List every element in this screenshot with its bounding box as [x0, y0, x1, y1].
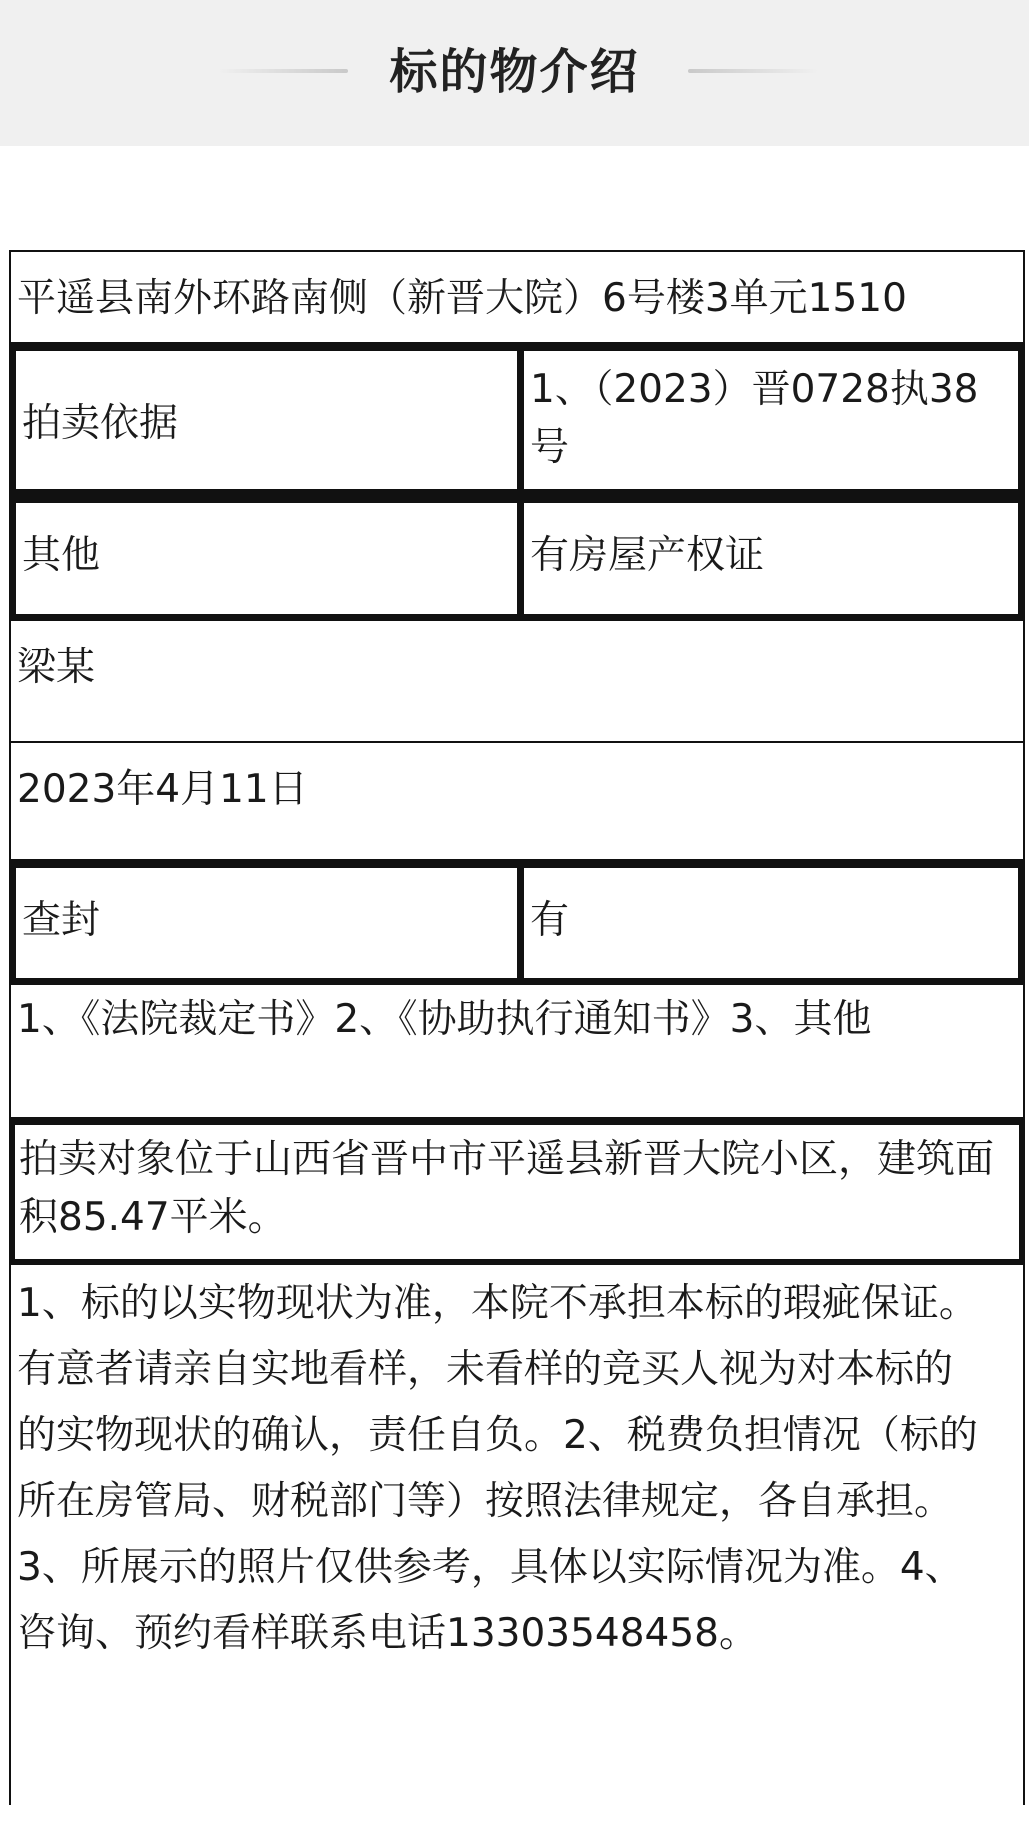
- address-value: 平遥县南外环路南侧（新晋大院）6号楼3单元1510: [17, 276, 907, 321]
- row-date: [11, 743, 1023, 861]
- row-seal: [9, 861, 1025, 985]
- notice-value: 1、标的以实物现状为准，本院不承担本标的瑕疵保证。有意者请亲自实地看样，未看样的竞买人视为对本标的的实物现状的确认，责任自负。2、税费负担情况（标的所在房管局、财税部门等）按照法律规定，各自承担。3、所展示的照片仅供参考，具体以实际情况为准。4、咨询、预约看样联系电话13303548458。: [17, 1281, 978, 1656]
- row-auction-basis: [9, 344, 1025, 496]
- auction-basis-label: 拍卖依据: [16, 351, 524, 489]
- description-value: 拍卖对象位于山西省晋中市平遥县新晋大院小区，建筑面积85.47平米。: [19, 1137, 995, 1240]
- row-address: [11, 252, 1023, 344]
- owner-value: 梁某: [17, 645, 96, 690]
- header-decor-line-right: [688, 69, 818, 73]
- seal-label: 查封: [16, 868, 524, 978]
- row-description: [9, 1119, 1025, 1265]
- row-owner: [11, 621, 1023, 743]
- lot-info-table: [9, 250, 1025, 1805]
- row-documents: [11, 985, 1023, 1119]
- row-notice: [11, 1265, 1023, 1825]
- seal-value: 有: [530, 898, 570, 943]
- other-value: 有房屋产权证: [530, 533, 765, 578]
- header-bar: [0, 0, 1029, 146]
- auction-basis-value: 1、（2023）晋0728执38号: [530, 367, 979, 470]
- other-label: 其他: [16, 503, 524, 614]
- date-value: 2023年4月11日: [17, 767, 308, 812]
- row-other: [9, 496, 1025, 621]
- page-title: 标的物介绍: [389, 44, 640, 100]
- documents-value: 1、《法院裁定书》2、《协助执行通知书》3、其他: [17, 997, 872, 1042]
